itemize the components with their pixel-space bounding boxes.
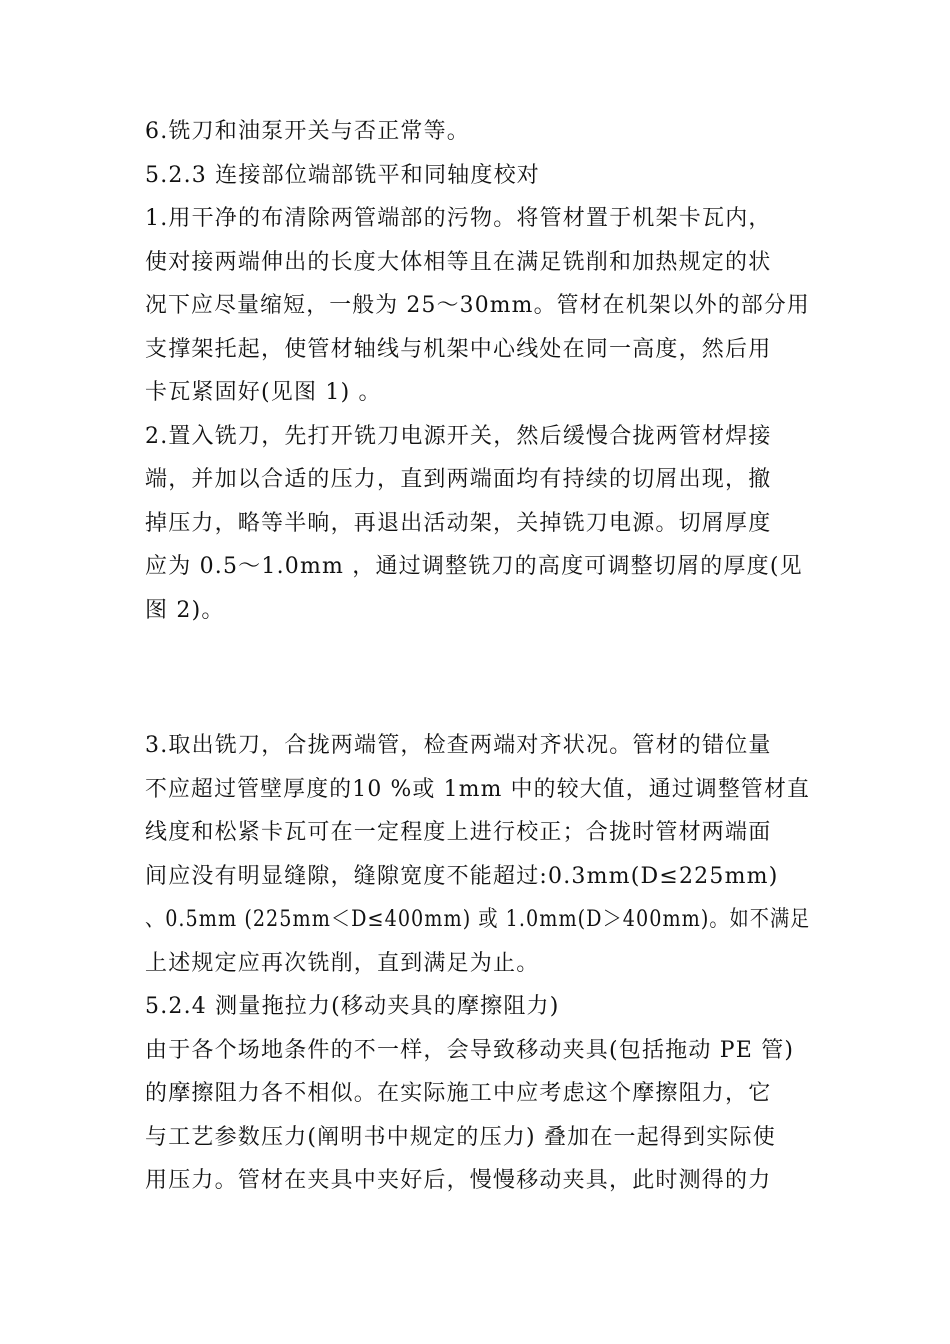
text-line: 图 2)。 — [145, 597, 225, 623]
text-line: 3.取出铣刀，合拢两端管，检查两端对齐状况。管材的错位量 — [145, 733, 772, 758]
text-line: 掉压力，略等半晌，再退出活动架，关掉铣刀电源。切屑厚度 — [145, 510, 772, 536]
text-line: 端，并加以合适的压力，直到两端面均有持续的切屑出现，撤 — [145, 467, 772, 492]
section-heading: 5.2.4 测量拖拉力(移动夹具的摩擦阻力) — [145, 994, 560, 1019]
text-line: 与工艺参数压力(阐明书中规定的压力) 叠加在一起得到实际使 — [145, 1124, 776, 1150]
text-line: 应为 0.5～1.0mm ，通过调整铣刀的高度可调整切屑的厚度(见 — [145, 554, 803, 579]
text-line: 卡瓦紧固好(见图 1) 。 — [145, 380, 382, 405]
text-line: 、0.5mm (225mm＜D≤400mm) 或 1.0mm(D＞400mm)。如不满足 — [145, 907, 811, 932]
text-line: 1.用干净的布清除两管端部的污物。将管材置于机架卡瓦内， — [145, 206, 772, 231]
text-line: 间应没有明显缝隙，缝隙宽度不能超过:0.3mm(D≤225mm) — [145, 863, 779, 889]
text-line: 支撑架托起，使管材轴线与机架中心线处在同一高度，然后用 — [145, 336, 772, 362]
text-line: 2.置入铣刀，先打开铣刀电源开关，然后缓慢合拢两管材焊接 — [145, 423, 772, 449]
text-line: 上述规定应再次铣削，直到满足为止。 — [145, 950, 540, 976]
text-line: 6.铣刀和油泵开关与否正常等。 — [145, 119, 470, 144]
text-line: 用压力。管材在夹具中夹好后，慢慢移动夹具，此时测得的力 — [145, 1168, 772, 1193]
text-line: 不应超过管壁厚度的10 %或 1mm 中的较大值，通过调整管材直 — [145, 776, 810, 802]
section-heading: 5.2.3 连接部位端部铣平和同轴度校对 — [145, 162, 540, 188]
text-block-upper — [145, 110, 810, 632]
text-line: 的摩擦阻力各不相似。在实际施工中应考虑这个摩擦阻力，它 — [145, 1081, 772, 1106]
text-line: 由于各个场地条件的不一样，会导致移动夹具(包括拖动 PE 管) — [145, 1037, 795, 1063]
text-line: 使对接两端伸出的长度大体相等且在满足铣削和加热规定的状 — [145, 249, 772, 275]
text-block-lower — [145, 724, 810, 1203]
text-line: 线度和松紧卡瓦可在一定程度上进行校正；合拢时管材两端面 — [145, 820, 772, 845]
text-line: 况下应尽量缩短，一般为 25～30mm。管材在机架以外的部分用 — [145, 293, 810, 318]
